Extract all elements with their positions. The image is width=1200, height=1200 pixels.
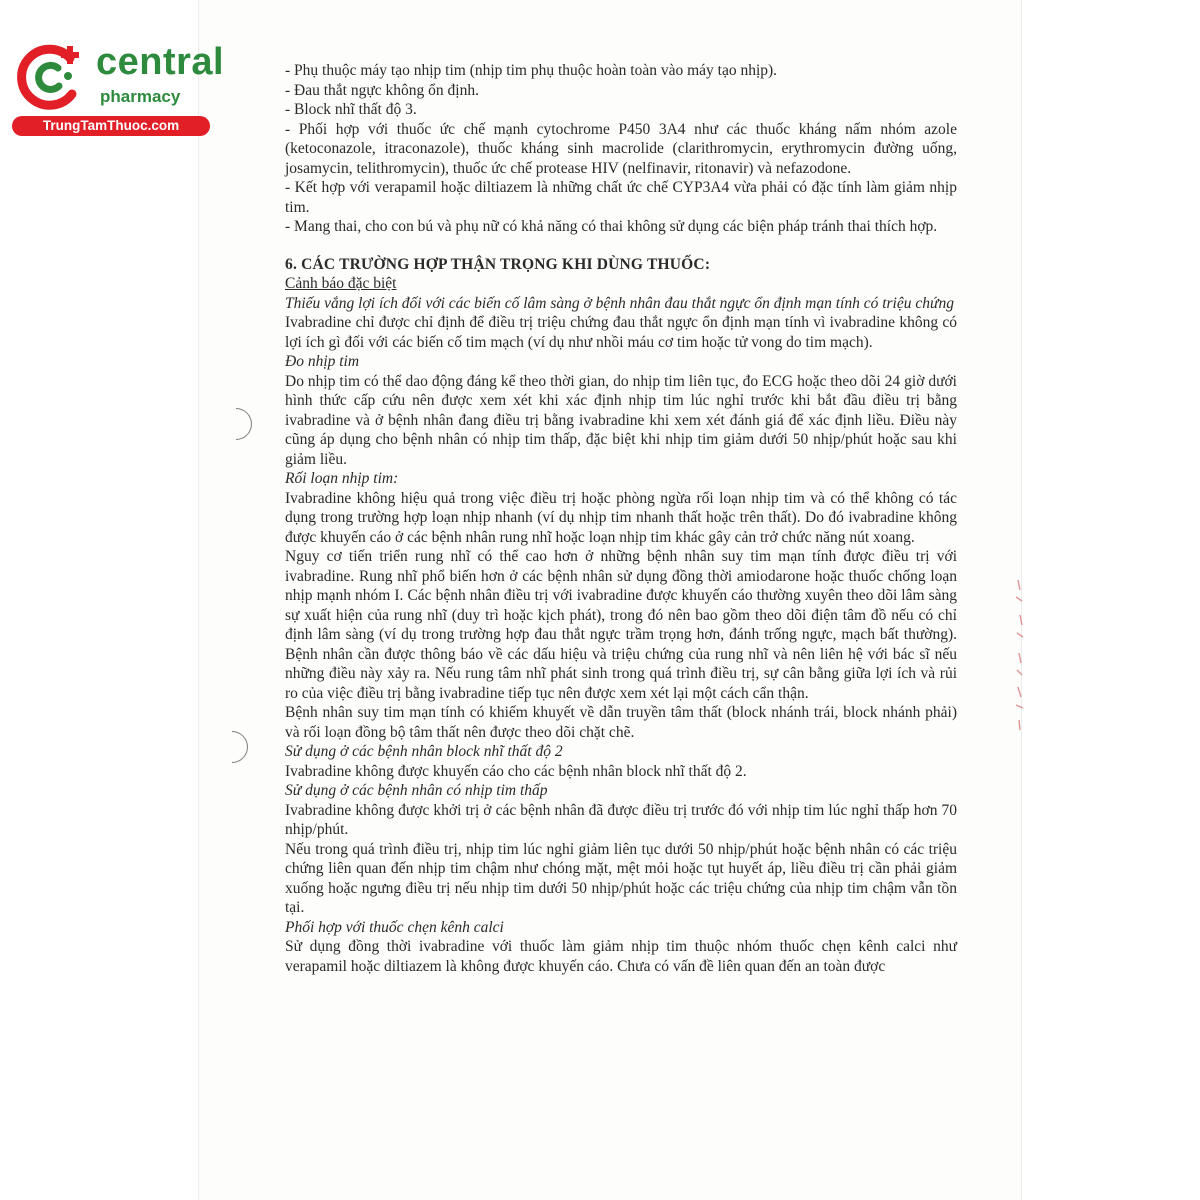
pharmacy-logo-icon	[12, 38, 88, 114]
subsection-title: Đo nhịp tim	[285, 353, 360, 370]
subsection-title: Sử dụng ở các bệnh nhân block nhĩ thất độ 2	[285, 743, 563, 760]
paragraph: Do nhịp tim có thể dao động đáng kể theo thời gian, do nhịp tim liên tục, đo ECG hoặc theo dõi 24 giờ dưới hình thức cấp cứu nên được xem xét khi xác định nhịp tim lúc nghỉ trước khi bắt đầu điều trị bằng ivabradine và ở bệnh nhân đang điều trị bằng ivabradine khi xem xét đánh giá để xác định liều. Điều này cũng áp dụng cho bệnh nhân có nhịp tim thấp, đặc biệt khi nhịp tim giảm dưới 50 nhịp/phút hoặc sau khi giảm liều.	[285, 372, 957, 468]
contraindication-item: - Mang thai, cho con bú và phụ nữ có khả năng có thai không sử dụng các biện pháp tránh thai thích hợp.	[285, 218, 938, 235]
paragraph: Bệnh nhân suy tim mạn tính có khiếm khuyết về dẫn truyền tâm thất (block nhánh trái, block nhánh phải) và rối loạn đồng bộ tâm thất nên được theo dõi chặt chẽ.	[285, 704, 957, 741]
special-warning-title: Cảnh báo đặc biệt	[285, 275, 397, 292]
subsection-title: Thiếu vắng lợi ích đối với các biến cố lâm sàng ở bệnh nhân đau thắt ngực ổn định mạn tính có triệu chứng	[285, 294, 954, 312]
paragraph: Ivabradine không được khuyến cáo cho các bệnh nhân block nhĩ thất độ 2.	[285, 762, 747, 780]
paragraph: Ivabradine chỉ được chỉ định để điều trị triệu chứng đau thắt ngực ổn định mạn tính vì ivabradine không có lợi ích gì đối với các biến cố tim mạch (ví dụ như nhồi máu cơ tim hoặc tử vong do tim mạch).	[285, 314, 957, 351]
paragraph: Nếu trong quá trình điều trị, nhịp tim lúc nghỉ giảm liên tục dưới 50 nhịp/phút hoặc bệnh nhân có các triệu chứng liên quan đến nhịp tim chậm như chóng mặt, mệt mỏi hoặc tụt huyết áp, liều điều trị cần phải giảm xuống hoặc ngưng điều trị nếu nhịp tim dưới 50 nhịp/phút hoặc các triệu chứng của nhịp tim chậm vẫn tồn tại.	[285, 840, 957, 916]
brand-website-banner[interactable]: TrungTamThuoc.com	[12, 116, 210, 136]
paragraph: Ivabradine không hiệu quả trong việc điều trị hoặc phòng ngừa rối loạn nhịp tim và có thể không có tác dụng trong trường hợp loạn nhịp nhanh (ví dụ nhịp tim nhanh thất hoặc trên thất). Do đó ivabradine không được khuyến cáo ở các bệnh nhân rung nhĩ hoặc loạn nhịp tim khác gây cản trở chức năng nút xoang.	[285, 489, 957, 546]
subsection-title: Rối loạn nhịp tim:	[285, 470, 399, 487]
central-pharmacy-logo[interactable]	[8, 34, 225, 139]
contraindication-item: - Đau thắt ngực không ổn định.	[285, 81, 479, 99]
contraindication-item: - Block nhĩ thất độ 3.	[285, 101, 417, 118]
document-body	[285, 61, 957, 976]
contraindication-item: - Phối hợp với thuốc ức chế mạnh cytochrome P450 3A4 như các thuốc kháng nấm nhóm azole (ketoconazole, itraconazole), thuốc kháng sinh macrolide (clarithromycin, erythromycin đường uống, josamycin, telithromycin), thuốc ức chế protease HIV (nelfinavir, ritonavir) và nefazodone.	[285, 120, 957, 177]
paragraph: Ivabradine không được khởi trị ở các bệnh nhân đã được điều trị trước đó với nhịp tim lúc nghỉ thấp hơn 70 nhịp/phút.	[285, 801, 957, 838]
brand-subtitle: pharmacy	[100, 87, 181, 106]
margin-stamp-mark	[1008, 575, 1038, 735]
contraindication-item: - Kết hợp với verapamil hoặc diltiazem là những chất ức chế CYP3A4 vừa phải có đặc tính làm giảm nhịp tim.	[285, 179, 957, 216]
section-heading: 6. CÁC TRƯỜNG HỢP THẬN TRỌNG KHI DÙNG THUỐC:	[285, 255, 711, 273]
subsection-title: Phối hợp với thuốc chẹn kênh calci	[285, 918, 504, 936]
contraindication-item: - Phụ thuộc máy tạo nhịp tim (nhịp tim phụ thuộc hoàn toàn vào máy tạo nhịp).	[285, 62, 778, 79]
brand-name: central	[96, 41, 225, 83]
subsection-title: Sử dụng ở các bệnh nhân có nhịp tim thấp	[285, 782, 548, 799]
paragraph: Sử dụng đồng thời ivabradine với thuốc làm giảm nhịp tim thuộc nhóm thuốc chẹn kênh calci như verapamil hoặc diltiazem là không được khuyến cáo. Chưa có vấn đề liên quan đến an toàn được	[285, 938, 957, 975]
paragraph: Nguy cơ tiến triển rung nhĩ có thể cao hơn ở những bệnh nhân suy tim mạn tính được điều trị với ivabradine. Rung nhĩ phổ biến hơn ở các bệnh nhân sử dụng đồng thời amiodarone hoặc thuốc chống loạn nhịp mạnh nhóm I. Các bệnh nhân điều trị với ivabradine được khuyến cáo thường xuyên theo dõi lâm sàng sự xuất hiện của rung nhĩ (duy trì hoặc kịch phát), trong đó nên bao gồm theo dõi điện tâm đồ nếu có chỉ định lâm sàng (ví dụ trong trường hợp đau thắt ngực trầm trọng hơn, đánh trống ngực, mạch bất thường). Bệnh nhân cần được thông báo về các dấu hiệu và triệu chứng của rung nhĩ và nên liên hệ với bác sĩ nếu những điều này xảy ra. Nếu rung tâm nhĩ phát sinh trong quá trình điều trị, sự cân bằng giữa lợi ích và rủi ro của việc điều trị bằng ivabradine tiếp tục nên được xem xét lại một cách cẩn thận.	[285, 548, 957, 702]
